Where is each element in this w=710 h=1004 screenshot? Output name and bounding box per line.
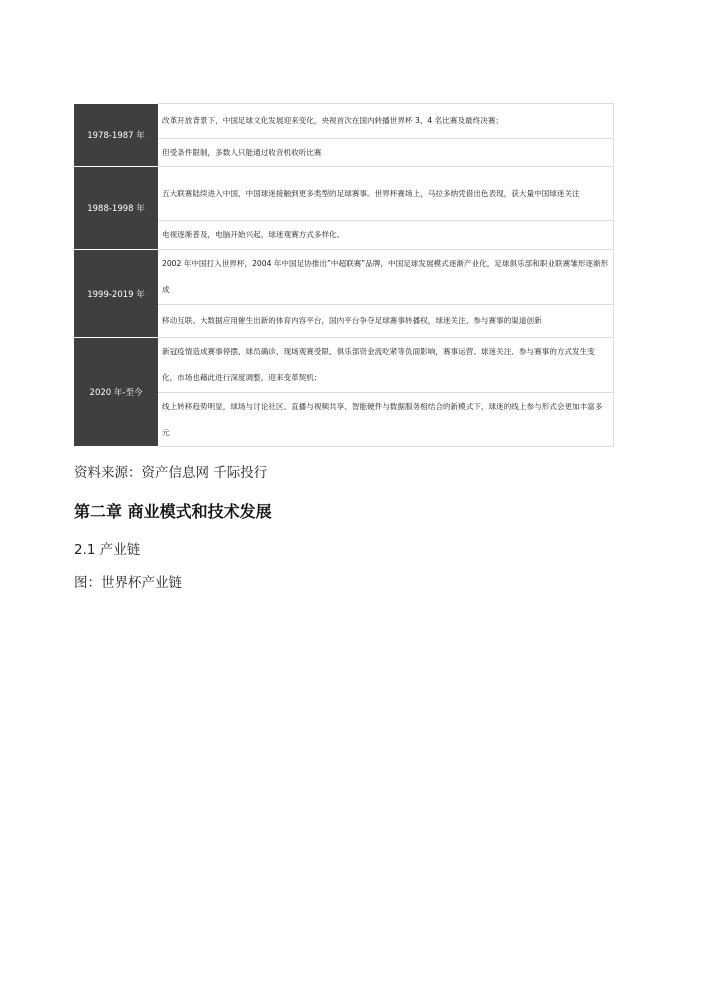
table-row <box>74 167 613 221</box>
table-row <box>74 104 613 139</box>
description-cell: 五大联赛陆续进入中国，中国球迷接触到更多类型的足球赛事。世界杯赛场上，马拉多纳凭借出色表现，获大量中国球迷关注 <box>158 167 613 221</box>
description-cell: 移动互联、大数据应用催生出新的体育内容平台，国内平台争夺足球赛事转播权，球迷关注、参与赛事的渠道创新 <box>158 305 613 338</box>
table-row <box>74 338 613 393</box>
period-cell: 1999-2019 年 <box>74 250 158 338</box>
description-cell: 线上转移趋势明显，球场与讨论社区、直播与视频共享、智能硬件与数据服务相结合的新模式下，球迷的线上参与形式会更加丰富多元 <box>158 393 613 447</box>
timeline-table <box>74 103 614 447</box>
description-cell: 2002 年中国打入世界杯，2004 年中国足协推出”中超联赛”品牌，中国足球发展模式逐渐产业化，足球俱乐部和职业联赛雏形逐渐形成 <box>158 250 613 305</box>
source-note: 资料来源：资产信息网 千际投行 <box>74 465 268 481</box>
period-cell: 2020 年-至今 <box>74 338 158 447</box>
period-cell: 1978-1987 年 <box>74 104 158 167</box>
description-cell: 但受条件限制，多数人只能通过收音机收听比赛 <box>158 139 613 167</box>
chapter-heading: 第二章 商业模式和技术发展 <box>74 502 272 521</box>
description-cell: 电视逐渐普及，电脑开始兴起，球迷观赛方式多样化。 <box>158 221 613 250</box>
description-cell: 新冠疫情造成赛事停摆、球员确诊、现场观赛受限、俱乐部资金流吃紧等负面影响，赛事运营、球迷关注、参与赛事的方式发生变化，市场也藉此进行深度调整，迎来变革契机； <box>158 338 613 393</box>
table-row <box>74 250 613 305</box>
period-cell: 1988-1998 年 <box>74 167 158 250</box>
description-cell: 改革开放背景下，中国足球文化发展迎来变化，央视首次在国内转播世界杯 3、4 名比赛及最终决赛； <box>158 104 613 139</box>
figure-caption: 图：世界杯产业链 <box>74 575 182 591</box>
section-heading: 2.1 产业链 <box>74 542 141 558</box>
